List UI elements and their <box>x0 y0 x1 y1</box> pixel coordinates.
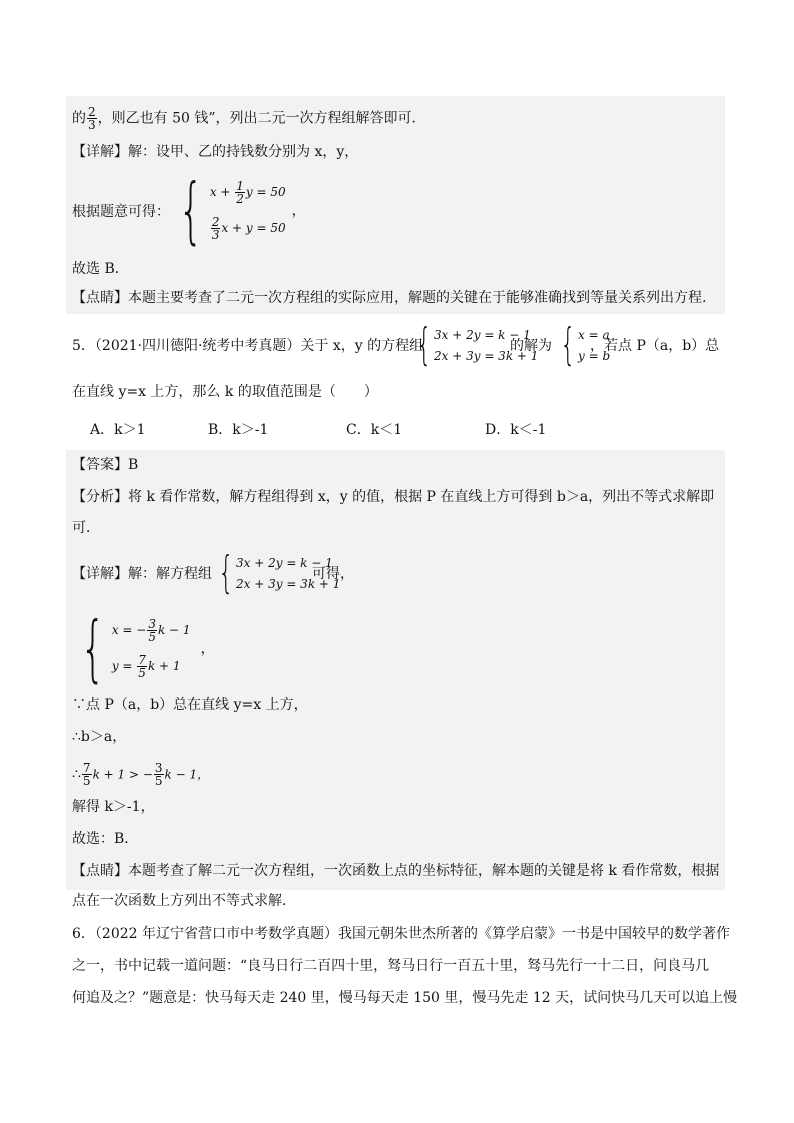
q4-choose-line: 故选 B． <box>72 261 129 277</box>
q5-analysis-line1: 【分析】将 k 看作常数，解方程组得到 x，y 的值，根据 P 在直线上方可得到 b＞a，列出不等式求解即 <box>72 489 715 505</box>
fraction: $\frac{2}{3}$ <box>88 105 96 132</box>
q5-step4: 解得 k＞-1， <box>72 799 155 815</box>
q6-line1: 6．（2022 年辽宁省营口市中考数学真题）我国元朝朱世杰所著的《算学启蒙》一书是中国较早的数学著作 <box>72 926 730 942</box>
q5-result-system: { x = − $\frac{3}{5}$ k − 1 y = $\frac{7}{5}$ k + 1 ， <box>80 606 215 690</box>
q5-solution-system: { x = a y = b <box>560 319 611 370</box>
left-brace: { <box>416 319 432 370</box>
q4-detail-line: 【详解】解：设甲、乙的持钱数分别为 x，y， <box>72 144 359 160</box>
left-brace: { <box>560 319 576 370</box>
option-b: B．k＞-1 <box>208 422 269 438</box>
q4-equation-system: { x + $\frac{1}{2}$ y = 50 $\frac{2}{3}$ x + y = 50 ， <box>178 168 306 252</box>
q5-analysis-line2: 可． <box>72 520 100 536</box>
detail-label: 【详解】 <box>72 144 128 160</box>
q5-step2: ∴b＞a， <box>72 729 127 745</box>
q5-step3: ∴ $\frac{7}{5}$ k + 1 > − $\frac{3}{5}$ k − 1， <box>72 761 210 788</box>
q5-step5: 故选：B． <box>72 831 139 847</box>
left-brace: { <box>218 547 234 598</box>
q5-detail-line: 【详解】解：解方程组 <box>72 566 212 582</box>
q6-line2: 之一，书中记载一道问题：“良马日行二百四十里，驽马日行一百五十里，驽马先行一十二日，问良马几 <box>72 958 710 974</box>
option-d: D．k＜-1 <box>485 422 547 438</box>
q5-step1: ∵点 P（a，b）总在直线 y=x 上方， <box>72 697 308 713</box>
q5-answer-line: 【答案】B <box>72 457 139 473</box>
q5-stem-line2: 在直线 y=x 上方，那么 k 的取值范围是（ ） <box>72 384 378 400</box>
q5-comment-line2: 点在一次函数上方列出不等式求解． <box>72 893 296 909</box>
q5-detail-suffix: 可得， <box>312 566 354 582</box>
option-c: C．k＜1 <box>346 422 403 438</box>
q5-comment-line1: 【点睛】本题考查了解二元一次方程组，一次函数上点的坐标特征，解本题的关键是将 k 看作常数，根据 <box>72 863 720 879</box>
q6-line3: 何追及之？”题意是：快马每天走 240 里，慢马每天走 150 里，慢马先走 12 天，试问快马几天可以追上慢 <box>72 990 738 1006</box>
q5-stem-end: ，若点 P（a，b）总 <box>590 338 720 354</box>
q5-stem-line1: 5．（2021·四川德阳·统考中考真题）关于 x，y 的方程组 <box>72 338 424 354</box>
left-brace: { <box>80 606 106 690</box>
left-brace: { <box>178 168 204 252</box>
q5-detail-system: { 3x + 2y = k − 1 2x + 3y = 3k + 1 <box>218 547 341 598</box>
q4-hint-line: 的 $\frac{2}{3}$ ，则乙也有 50 钱”，列出二元一次方程组解答即可． <box>72 105 426 132</box>
q5-stem-mid: 的解为 <box>510 338 552 354</box>
q5-equation-system: { 3x + 2y = k − 1 2x + 3y = 3k + 1 <box>416 319 539 370</box>
q5-options <box>90 420 690 440</box>
q4-system-prefix: 根据题意可得： <box>72 204 170 220</box>
option-a: A．k＞1 <box>90 422 146 438</box>
q4-comment-line: 【点睛】本题主要考查了二元一次方程组的实际应用，解题的关键在于能够准确找到等量关系列出方程. <box>72 290 707 306</box>
